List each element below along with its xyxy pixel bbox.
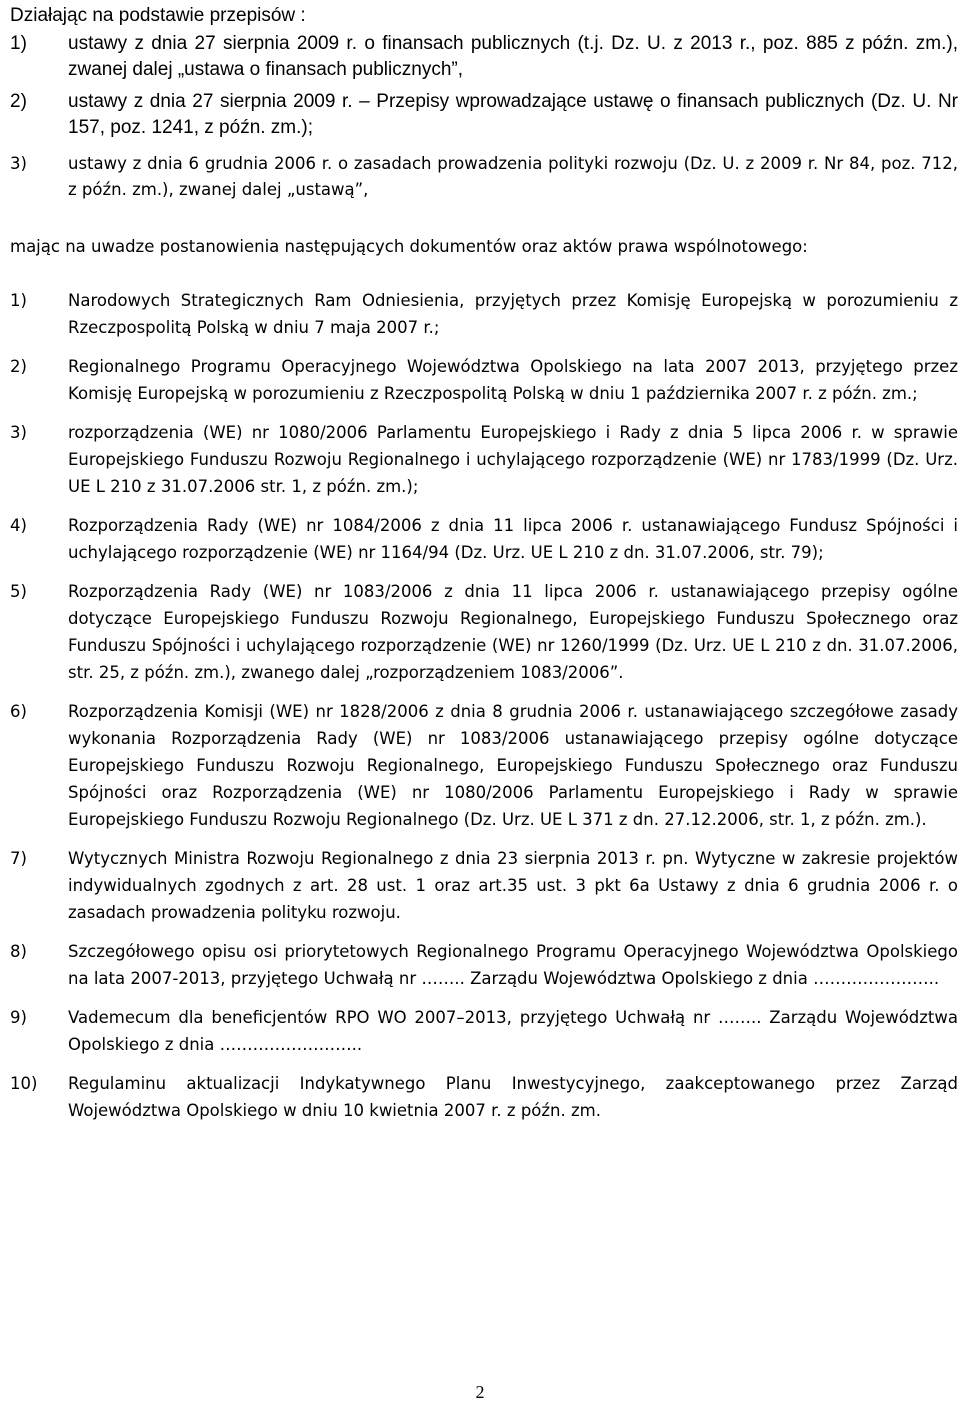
list-text: Regionalnego Programu Operacyjnego Województwa Opolskiego na lata 2007 2013, przyjętego przez Komisję Europejską w porozumieniu z Rzeczpospolitą Polską w dniu 1 października 2007 r. z późn. zm.; bbox=[68, 357, 958, 403]
mindful-paragraph: mając na uwadze postanowienia następujących dokumentów oraz aktów prawa wspólnotowego: bbox=[10, 237, 808, 256]
list-number: 1) bbox=[10, 291, 27, 310]
document-item-8 bbox=[10, 938, 958, 992]
list-text: rozporządzenia (WE) nr 1080/2006 Parlamentu Europejskiego i Rady z dnia 5 lipca 2006 r. w sprawie Europejskiego Funduszu Rozwoju Regionalnego i uchylającego rozporządzenie (WE) nr 1783/1999 (Dz. Urz. UE L 210 z 31.07.2006 str. 1, z późn. zm.); bbox=[68, 423, 958, 496]
list-text: Narodowych Strategicznych Ram Odniesienia, przyjętych przez Komisję Europejską w porozumieniu z Rzeczpospolitą Polską w dniu 7 maja 2007 r.; bbox=[68, 291, 958, 337]
document-item-3 bbox=[10, 419, 958, 500]
document-item-1 bbox=[10, 287, 958, 341]
document-item-5 bbox=[10, 578, 958, 686]
list-text: ustawy z dnia 6 grudnia 2006 r. o zasadach prowadzenia polityki rozwoju (Dz. U. z 2009 r. Nr 84, poz. 712, z późn. zm.), zwanej dalej „ustawą”, bbox=[68, 154, 958, 199]
page-number: 2 bbox=[475, 1382, 485, 1402]
intro-text: Działając na podstawie przepisów : bbox=[10, 5, 306, 26]
list-number: 10) bbox=[10, 1074, 38, 1093]
documents-list bbox=[10, 287, 958, 1124]
list-text: Wytycznych Ministra Rozwoju Regionalnego z dnia 23 sierpnia 2013 r. pn. Wytyczne w zakresie projektów indywidualnych zgodnych z art. 28 ust. 1 oraz art.35 ust. 3 pkt 6a Ustawy z dnia 6 grudnia 2006 r. o zasadach prowadzenia polityku rozwoju. bbox=[68, 849, 958, 922]
list-text: ustawy z dnia 27 sierpnia 2009 r. o finansach publicznych (t.j. Dz. U. z 2013 r., poz. 885 z późn. zm.), zwanej dalej „ustawa o finansach publicznych”, bbox=[68, 33, 958, 80]
document-item-4 bbox=[10, 512, 958, 566]
list-number: 9) bbox=[10, 1008, 27, 1027]
list-text: Rozporządzenia Komisji (WE) nr 1828/2006 z dnia 8 grudnia 2006 r. ustanawiającego szczegółowe zasady wykonania Rozporządzenia Rady (WE) nr 1083/2006 ustanawiającego przepisy ogólne dotyczące Europejskiego Funduszu Rozwoju Regionalnego, Europejskiego Funduszu Społecznego oraz Funduszu Spójności oraz Rozporządzenia (WE) nr 1080/2006 Parlamentu Europejskiego i Rady w sprawie Europejskiego Funduszu Rozwoju Regionalnego (Dz. Urz. UE L 371 z dn. 27.12.2006, str. 1, z późn. zm.). bbox=[68, 702, 958, 829]
list-number: 2) bbox=[10, 357, 27, 376]
list-text: Vademecum dla beneficjentów RPO WO 2007–2013, przyjętego Uchwałą nr …….. Zarządu Województwa Opolskiego z dnia …………………….. bbox=[68, 1008, 958, 1054]
document-item-9 bbox=[10, 1004, 958, 1058]
list-text: ustawy z dnia 27 sierpnia 2009 r. – Przepisy wprowadzające ustawę o finansach publicznych (Dz. U. Nr 157, poz. 1241, z późn. zm.); bbox=[68, 91, 958, 138]
document-item-7 bbox=[10, 845, 958, 926]
legal-basis-item-2 bbox=[10, 89, 958, 141]
document-page bbox=[10, 0, 958, 1124]
list-number: 8) bbox=[10, 942, 27, 961]
document-item-6 bbox=[10, 698, 958, 833]
list-text: Regulaminu aktualizacji Indykatywnego Planu Inwestycyjnego, zaakceptowanego przez Zarząd Województwa Opolskiego w dniu 10 kwietnia 2007 r. z późn. zm. bbox=[68, 1074, 958, 1120]
document-item-10 bbox=[10, 1070, 958, 1124]
list-number: 1) bbox=[10, 33, 27, 54]
list-number: 2) bbox=[10, 91, 27, 112]
list-number: 5) bbox=[10, 582, 27, 601]
list-number: 3) bbox=[10, 154, 27, 173]
list-number: 3) bbox=[10, 423, 27, 442]
list-text: Szczegółowego opisu osi priorytetowych Regionalnego Programu Operacyjnego Województwa Opolskiego na lata 2007-2013, przyjętego Uchwałą nr …….. Zarządu Województwa Opolskiego z dnia ………………….. bbox=[68, 942, 958, 988]
list-number: 7) bbox=[10, 849, 27, 868]
legal-basis-item-1 bbox=[10, 31, 958, 83]
list-text: Rozporządzenia Rady (WE) nr 1083/2006 z dnia 11 lipca 2006 r. ustanawiającego przepisy ogólne dotyczące Europejskiego Funduszu Rozwoju Regionalnego, Europejskiego Funduszu Społecznego oraz Funduszu Spójności i uchylającego rozporządzenie (WE) nr 1260/1999 (Dz. Urz. UE L 210 z dn. 31.07.2006, str. 25, z późn. zm.), zwanego dalej „rozporządzeniem 1083/2006”. bbox=[68, 582, 958, 682]
list-text: Rozporządzenia Rady (WE) nr 1084/2006 z dnia 11 lipca 2006 r. ustanawiającego Fundusz Spójności i uchylającego rozporządzenie (WE) nr 1164/94 (Dz. Urz. UE L 210 z dn. 31.07.2006, str. 79); bbox=[68, 516, 958, 562]
legal-basis-item-3 bbox=[10, 151, 958, 203]
document-item-2 bbox=[10, 353, 958, 407]
list-number: 6) bbox=[10, 702, 27, 721]
list-number: 4) bbox=[10, 516, 27, 535]
